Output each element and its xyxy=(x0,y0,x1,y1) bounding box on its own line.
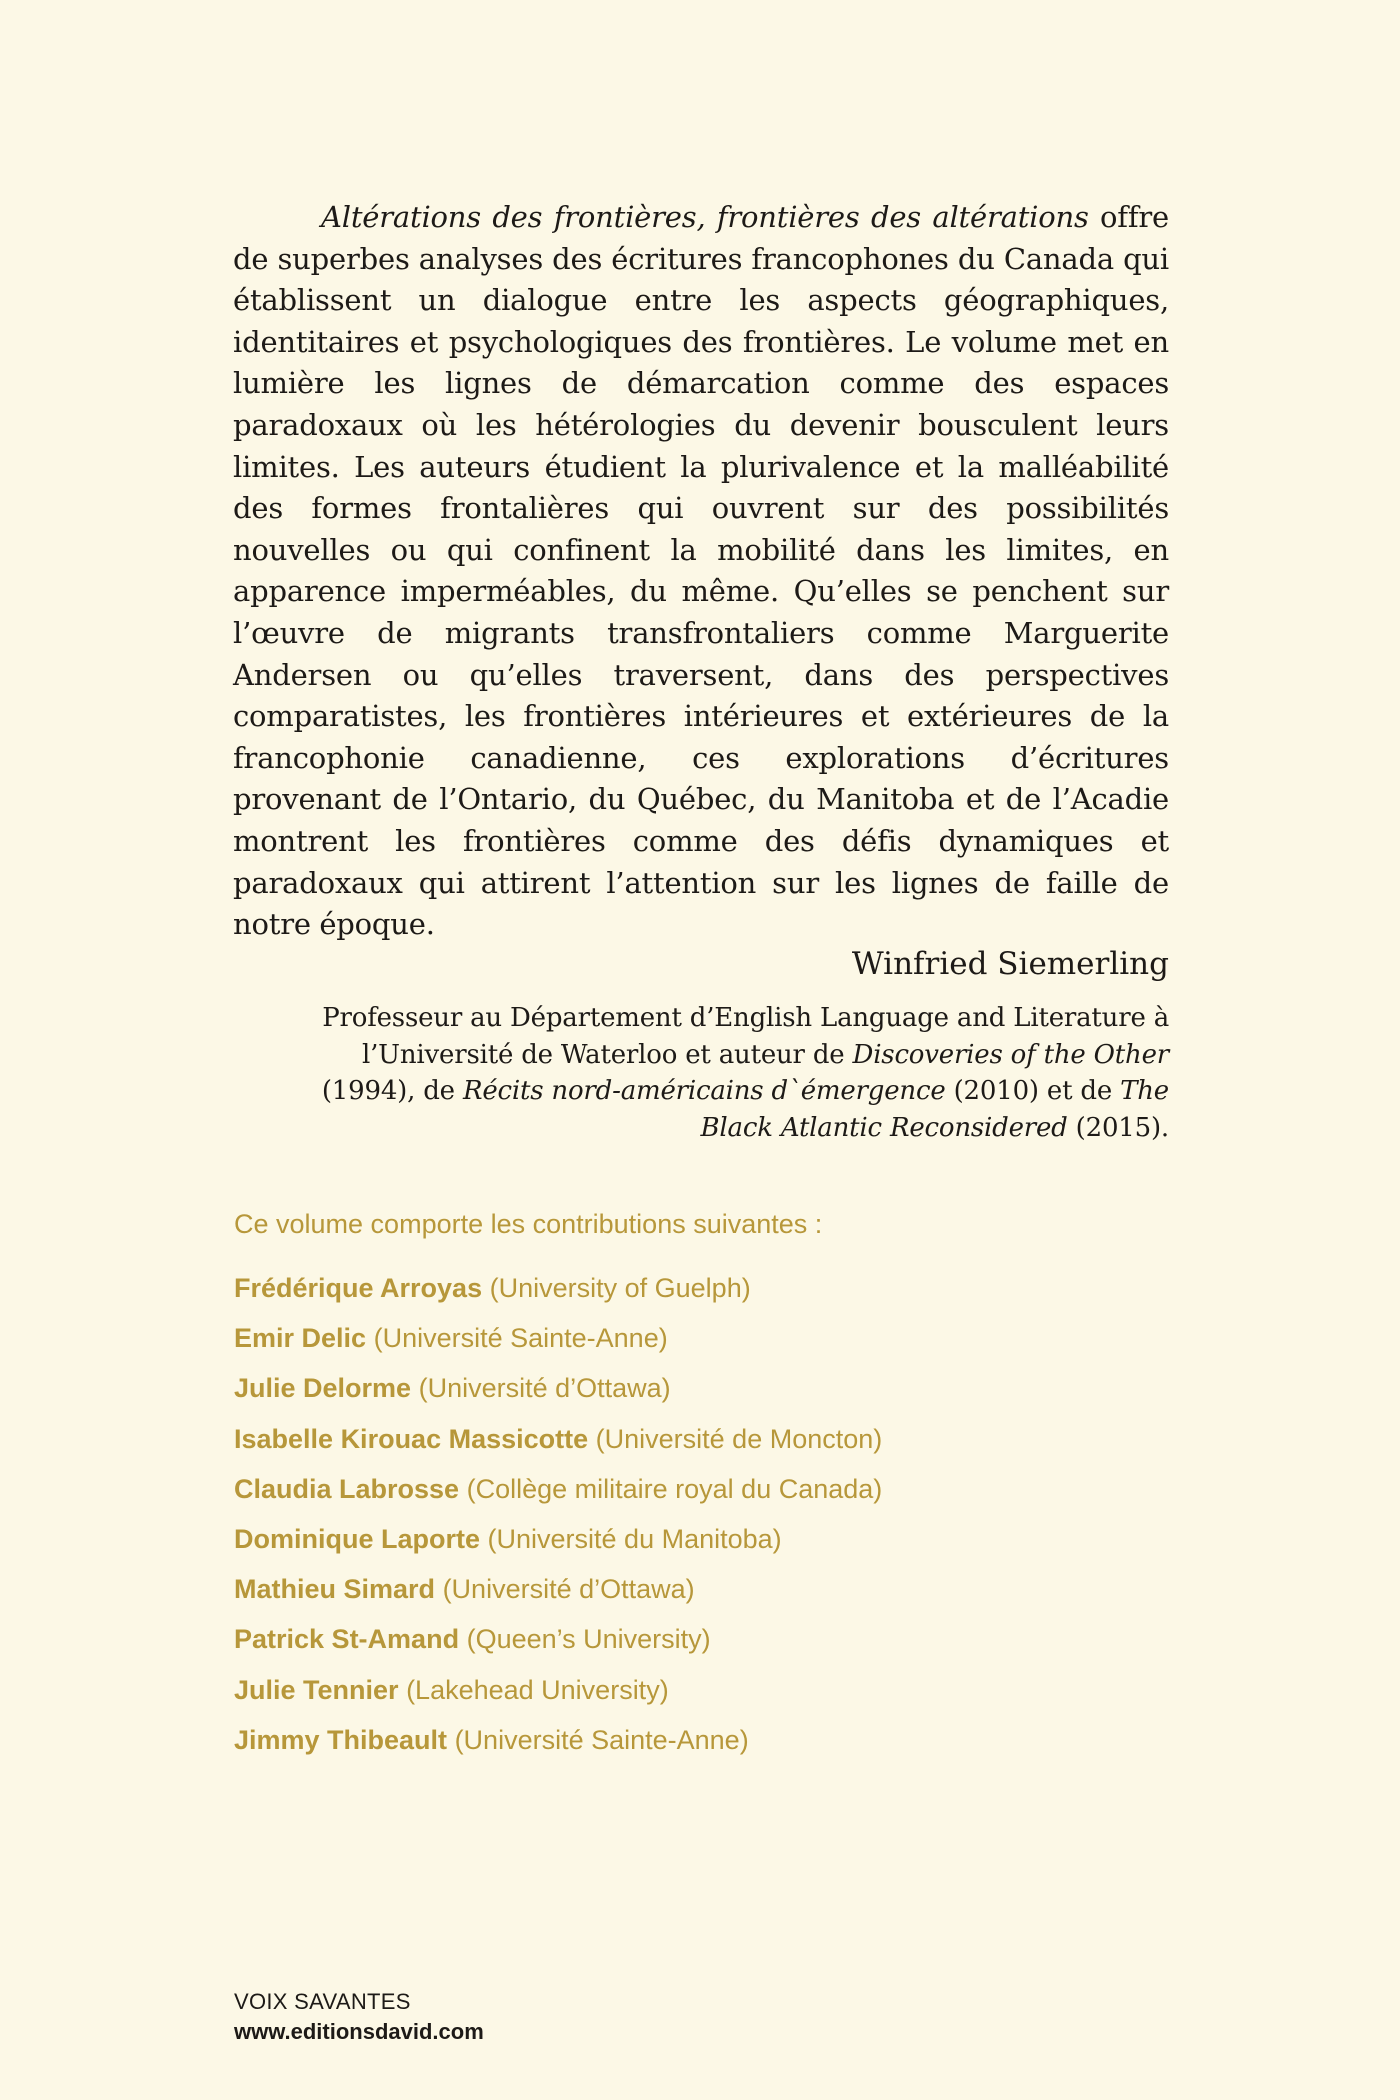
list-item xyxy=(234,1421,882,1471)
contributor-affiliation: (Collège militaire royal du Canada) xyxy=(466,1473,883,1504)
publisher-url: www.editionsdavid.com xyxy=(234,2019,484,2044)
book-title-2: Récits nord-américains d`émergence xyxy=(462,1076,946,1106)
contributor-affiliation: (Université du Manitoba) xyxy=(487,1523,782,1554)
contributor-affiliation: (Lakehead University) xyxy=(406,1674,669,1705)
contributor-name: Isabelle Kirouac Massicotte xyxy=(234,1423,589,1454)
contributor-name: Patrick St-Amand xyxy=(234,1624,460,1655)
contributor-name: Jimmy Thibeault xyxy=(234,1724,448,1755)
contributor-affiliation: (Université Sainte-Anne) xyxy=(454,1724,749,1755)
contributor-affiliation: (Université de Moncton) xyxy=(595,1423,883,1454)
list-item xyxy=(234,1672,882,1722)
list-item xyxy=(234,1270,882,1320)
book-title-3: The Black Atlantic Reconsidered xyxy=(700,1076,1169,1143)
reviewer-name: Winfried Siemerling xyxy=(851,946,1169,982)
contributor-affiliation: (Queen’s University) xyxy=(466,1624,711,1655)
contributor-affiliation: (Université d’Ottawa) xyxy=(418,1373,671,1404)
contributors-list xyxy=(234,1270,882,1772)
contributor-name: Mathieu Simard xyxy=(234,1574,436,1605)
list-item xyxy=(234,1621,882,1671)
credentials-text-2: (1994), de xyxy=(321,1076,463,1106)
list-item xyxy=(234,1370,882,1420)
book-title: Altérations des frontières, frontières des altérations xyxy=(321,200,1089,234)
book-title-1: Discoveries of the Other xyxy=(852,1039,1169,1070)
contributor-name: Emir Delic xyxy=(234,1323,367,1354)
contributor-name: Claudia Labrosse xyxy=(234,1473,460,1504)
contributor-affiliation: (University of Guelph) xyxy=(489,1273,751,1303)
blurb-text: offre de superbes analyses des écritures francophones du Canada qui établissent un dialogue entre les aspects géographiques, identitaires et psychologiques des frontières. Le volume met en lumière les lignes de démarcation comme des espaces paradoxaux où les hétérologies du devenir bousculent leurs limites. Les auteurs étudient la plurivalence et la malléabilité des formes frontalières qui ouvrent sur des possibilités nouvelles ou qui confinent la mobilité dans les limites, en apparence imperméables, du même. Qu’elles se penchent sur l’œuvre de migrants transfrontaliers comme Marguerite Andersen ou qu’elles traversent, dans des perspectives comparatistes, les frontières intérieures et extérieures de la francophonie canadienne, ces explorations d’écritures provenant de l’Ontario, du Québec, du Manitoba et de l’Acadie montrent les frontières comme des défis dynamiques et paradoxaux qui attirent l’attention sur les lignes de faille de notre époque. xyxy=(233,200,1169,942)
list-item xyxy=(234,1521,882,1571)
list-item xyxy=(234,1722,882,1772)
list-item xyxy=(234,1571,882,1621)
contributors-heading: Ce volume comporte les contributions suivantes : xyxy=(234,1209,823,1239)
reviewer-credentials xyxy=(309,1000,1169,1146)
list-item xyxy=(234,1320,882,1370)
contributor-name: Dominique Laporte xyxy=(234,1523,481,1554)
contributor-name: Julie Delorme xyxy=(234,1373,412,1404)
blurb-paragraph xyxy=(233,197,1169,946)
credentials-text-1: Professeur au Département d’English Language and Literature à l’Université de Waterloo et auteur de xyxy=(322,1003,1169,1070)
credentials-text-4: (2015). xyxy=(1067,1112,1169,1143)
list-item xyxy=(234,1471,882,1521)
contributor-name: Frédérique Arroyas xyxy=(234,1273,483,1303)
contributor-affiliation: (Université d’Ottawa) xyxy=(442,1574,695,1605)
contributor-affiliation: (Université Sainte-Anne) xyxy=(373,1323,668,1354)
credentials-text-3: (2010) et de xyxy=(945,1076,1121,1106)
series-name: VOIX SAVANTES xyxy=(234,1989,411,2014)
contributor-name: Julie Tennier xyxy=(234,1674,399,1705)
